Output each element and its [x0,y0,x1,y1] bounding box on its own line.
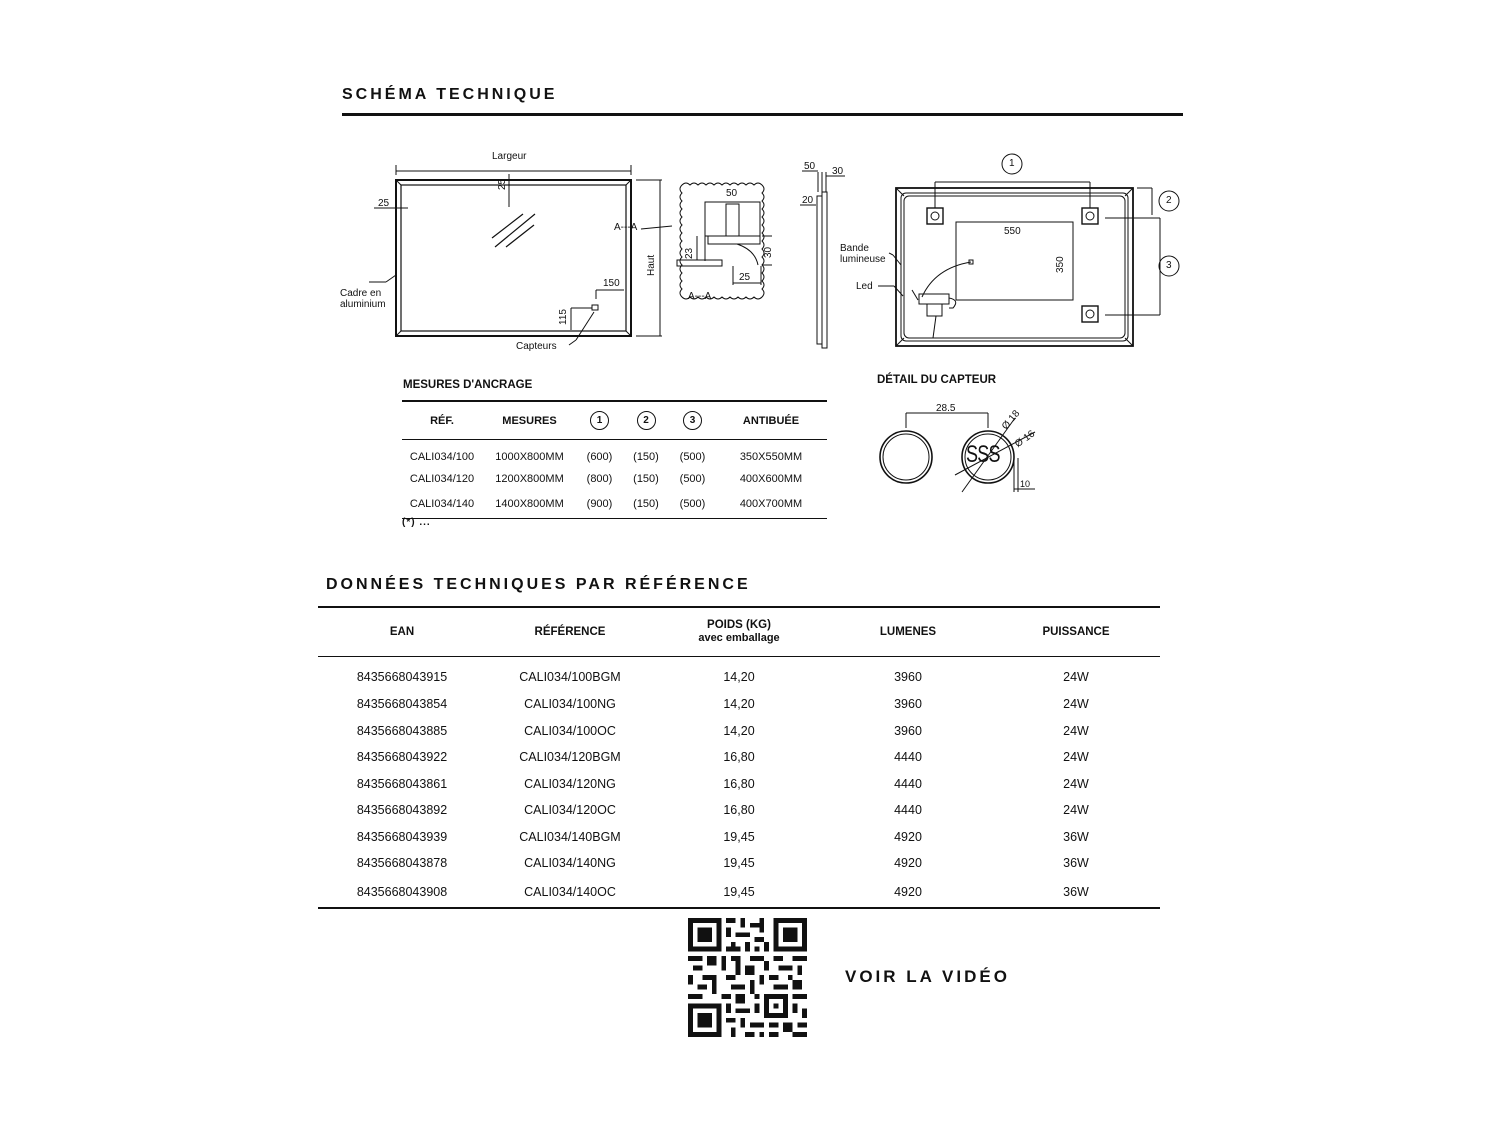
cell-power: 24W [1063,803,1089,818]
tech-table-row [318,824,1160,851]
back-view-drawing [835,150,1190,350]
cell-weight: 19,45 [723,829,755,844]
anchor-cell: (500) [679,473,706,485]
strip-label-1: Bande [840,243,869,254]
header-power: PUISSANCE [1042,625,1110,638]
sensor-section-title: DÉTAIL DU CAPTEUR [877,374,997,386]
side-dim-30: 30 [832,166,844,177]
anchor-cell: (800) [586,473,613,485]
tech-table-row [318,718,1160,745]
cell-lumens: 3960 [894,670,922,684]
cell-lumens: 4440 [894,803,922,818]
section-dim-left: 23 [684,247,695,259]
sensor-touch-icon: SSS [966,441,1000,468]
cell-ref: CALI034/120OC [524,803,616,818]
tech-table-row [318,877,1160,908]
tech-table-row [318,744,1160,771]
cell-ref: CALI034/100BGM [519,670,621,684]
cell-lumens: 4920 [894,856,922,871]
strip-label-2: lumineuse [840,254,886,265]
anchor-table-header [402,401,827,440]
cell-weight: 14,20 [723,670,755,684]
anchor-table [402,400,827,519]
circle-1-icon: 1 [590,411,609,430]
anchor-table-row [402,468,827,490]
anchor-cell: (150) [633,498,659,510]
anchor-cell: (600) [586,451,613,463]
anchor-header-1 [577,401,622,440]
cell-lumens: 3960 [894,723,922,738]
cell-weight: 19,45 [723,856,755,871]
cell-power: 24W [1063,723,1089,738]
anchor-header-3 [670,401,715,440]
back-dim-height: 350 [1055,256,1066,273]
header-weight [654,607,824,657]
cell-weight: 14,20 [723,723,755,738]
circle-2-label: 2 [1166,195,1172,206]
anchor-cell: 1000X800MM [495,451,564,463]
anchor-cell: (150) [633,473,659,485]
tech-table-header [318,607,1160,657]
anchor-cell: 1200X800MM [495,473,564,485]
anchor-cell: (900) [586,498,613,510]
frame-label-1: Cadre en [340,288,382,299]
cell-power: 36W [1063,829,1089,844]
frame-label-2: aluminium [340,299,386,310]
cell-lumens: 3960 [894,697,922,712]
sensor-dim-spacing: 28.5 [936,403,956,414]
qr-code-icon[interactable] [688,918,807,1037]
tech-table-row [318,797,1160,824]
cell-weight: 16,80 [723,803,755,818]
header-ean: EAN [389,625,415,638]
anchor-footnote-clipped [402,517,702,528]
header-weight-line2: avec emballage [698,632,780,644]
front-view-drawing [330,145,670,360]
section-label: A---A [688,291,712,302]
sensor-dim-depth: 10 [1020,479,1031,489]
anchor-cell: 400X600MM [739,473,803,485]
cell-weight: 16,80 [723,750,755,765]
sensor-dim-outer: Ø 18 [1000,408,1023,433]
dim-frame-left: 25 [378,198,390,209]
anchor-header-antibuee: ANTIBUÉE [742,414,800,427]
cell-lumens: 4920 [894,829,922,844]
cell-ean: 8435668043939 [356,829,448,844]
anchor-header-2 [622,401,670,440]
cell-weight: 14,20 [723,697,755,712]
header-lumens: LUMENES [879,625,937,638]
anchor-cell: (150) [633,451,659,463]
header-reference: RÉFÉRENCE [534,625,606,638]
section-dim-top: 50 [726,188,738,199]
header-weight-line1: POIDS (KG) [707,619,771,631]
anchor-cell: CALI034/120 [409,473,475,485]
cell-ref: CALI034/140OC [524,884,616,899]
side-dim-50: 50 [804,161,816,172]
anchor-cell: 400X700MM [739,498,803,510]
tech-data-table [318,606,1160,909]
schema-section-title: SCHÉMA TECHNIQUE [342,86,558,103]
cell-ean: 8435668043878 [356,856,448,871]
dim-sensor-x: 150 [603,278,620,289]
cell-ean: 8435668043908 [356,884,448,899]
cell-ref: CALI034/120NG [524,776,616,791]
sensor-dim-inner: Ø 16 [1013,428,1038,451]
schema-title-rule [342,113,1183,116]
cell-ref: CALI034/100OC [524,723,616,738]
cell-ean: 8435668043922 [356,750,448,765]
cell-ref: CALI034/120BGM [519,750,621,765]
sensor-label: Capteurs [516,341,557,352]
dim-frame-top: 25 [497,178,508,190]
circle-1-label: 1 [1009,158,1015,169]
cell-weight: 19,45 [723,884,755,899]
width-label: Largeur [492,151,527,162]
cell-power: 24W [1063,750,1089,765]
circle-3-label: 3 [1166,260,1172,271]
cell-ref: CALI034/140BGM [519,829,621,844]
anchor-cell: 1400X800MM [495,498,564,510]
tech-table-row [318,691,1160,718]
tech-table-row [318,771,1160,798]
anchor-footnote: (*) ... [402,517,431,528]
section-dim-right: 30 [763,246,774,258]
cell-ean: 8435668043892 [356,803,448,818]
led-label: Led [856,281,873,292]
anchor-header-ref: RÉF. [430,414,454,427]
section-detail-drawing [672,180,772,310]
cell-lumens: 4920 [894,884,922,899]
section-dim-bottom: 25 [739,272,751,283]
cell-ean: 8435668043885 [356,723,448,738]
watch-video-link[interactable]: VOIR LA VIDÉO [845,967,1010,986]
side-dim-20: 20 [802,195,814,206]
anchor-table-row [402,490,827,519]
tech-table-row [318,657,1160,692]
circle-3-icon: 3 [683,411,702,430]
cell-lumens: 4440 [894,750,922,765]
cell-power: 24W [1063,776,1089,791]
cell-power: 36W [1063,884,1089,899]
anchor-cell: (500) [679,498,706,510]
cell-power: 24W [1063,697,1089,712]
cell-ean: 8435668043861 [356,776,448,791]
dim-sensor-y: 115 [558,309,569,325]
anchor-cell: 350X550MM [739,451,803,463]
back-dim-width: 550 [1004,226,1021,237]
cell-power: 24W [1063,670,1089,684]
cell-ean: 8435668043854 [356,697,448,712]
cell-weight: 16,80 [723,776,755,791]
height-label: Haut [646,254,657,276]
tech-table-row [318,850,1160,877]
cell-ean: 8435668043915 [356,670,448,684]
anchor-cell: CALI034/140 [409,498,475,510]
tech-section-title: DONNÉES TECHNIQUES PAR RÉFÉRENCE [326,576,751,593]
anchor-table-row [402,440,827,469]
anchor-cell: (500) [679,451,706,463]
cell-ref: CALI034/140NG [524,856,616,871]
cell-power: 36W [1063,856,1089,871]
cell-lumens: 4440 [894,776,922,791]
circle-2-icon: 2 [637,411,656,430]
anchor-cell: CALI034/100 [409,451,475,463]
anchor-section-title: MESURES D'ANCRAGE [403,379,533,391]
cell-ref: CALI034/100NG [524,697,616,712]
anchor-header-mesures: MESURES [502,414,557,427]
section-marker-front: A---A [614,222,638,233]
